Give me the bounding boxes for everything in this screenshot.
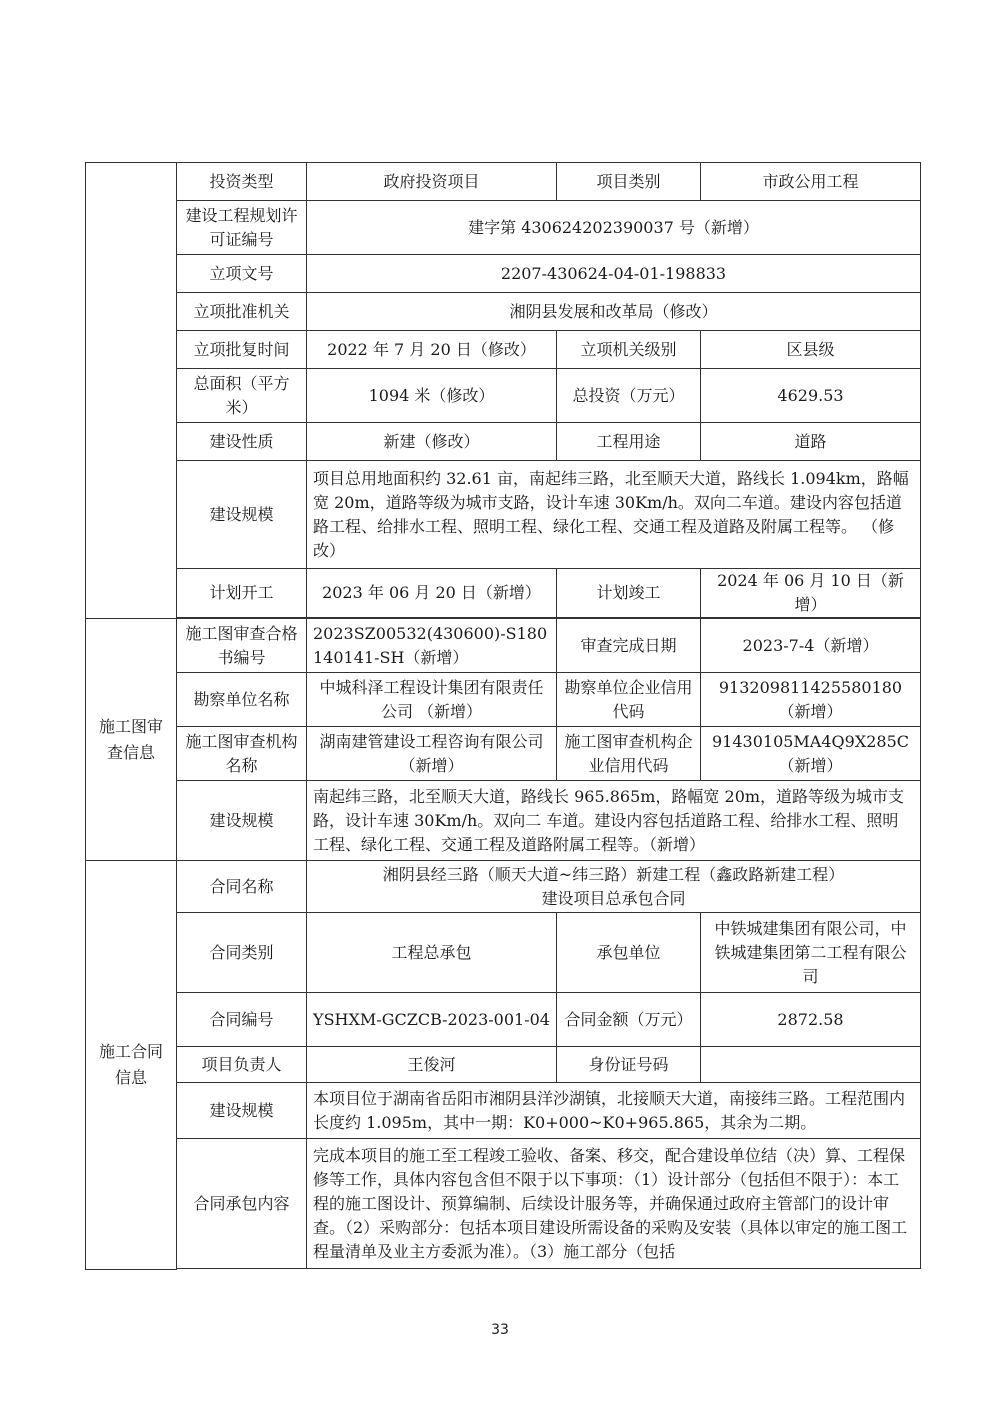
approval-doc-value: 2207-430624-04-01-198833 [307, 255, 921, 293]
approval-date-value: 2022 年 7 月 20 日（修改） [307, 331, 557, 369]
review-org-label: 施工图审查机构名称 [177, 727, 307, 781]
approval-org-value: 湘阴县发展和改革局（修改） [307, 293, 921, 331]
contract-name-line2: 建设项目总承包合同 [541, 888, 686, 908]
approval-level-value: 区县级 [701, 331, 921, 369]
contract-name-label: 合同名称 [177, 861, 307, 913]
finish-value: 2024 年 06 月 10 日（新增） [701, 569, 921, 618]
contract-type-value: 工程总承包 [307, 913, 557, 993]
invest-type-label: 投资类型 [177, 163, 307, 201]
review-scale-label: 建设规模 [177, 781, 307, 861]
category-label: 项目类别 [557, 163, 701, 201]
contractor-label: 承包单位 [557, 913, 701, 993]
section-contract: 施工合同信息 [86, 861, 177, 1270]
permit-label: 建设工程规划许可证编号 [177, 201, 307, 255]
contractor-value: 中铁城建集团有限公司，中铁城建集团第二工程有限公司 [701, 913, 921, 993]
contract-name-line1: 湘阴县经三路（顺天大道~纬三路）新建工程（鑫政路新建工程） [382, 864, 845, 884]
nature-label: 建设性质 [177, 423, 307, 461]
contract-no-label: 合同编号 [177, 993, 307, 1047]
usage-value: 道路 [701, 423, 921, 461]
section-review: 施工图审查信息 [86, 619, 177, 861]
review-org-code-value: 91430105MA4Q9X285C（新增） [701, 727, 921, 781]
contract-amount-label: 合同金额（万元） [557, 993, 701, 1047]
contract-scale-label: 建设规模 [177, 1083, 307, 1139]
done-label: 审查完成日期 [557, 619, 701, 673]
survey-label: 勘察单位名称 [177, 673, 307, 727]
permit-value: 建字第 430624202390037 号（新增） [307, 201, 921, 255]
id-value [701, 1047, 921, 1083]
approval-doc-label: 立项文号 [177, 255, 307, 293]
manager-value: 王俊河 [307, 1047, 557, 1083]
page-number: 33 [491, 1322, 509, 1338]
survey-value: 中城科泽工程设计集团有限责任公司 （新增） [307, 673, 557, 727]
contract-scale-value: 本项目位于湖南省岳阳市湘阴县洋沙湖镇，北接顺天大道，南接纬三路。工程范围内长度约 1.095m，其中一期：K0+000~K0+965.865，其余为二期。 [307, 1083, 921, 1139]
scale-label: 建设规模 [177, 461, 307, 569]
usage-label: 工程用途 [557, 423, 701, 461]
contract-type-label: 合同类别 [177, 913, 307, 993]
manager-label: 项目负责人 [177, 1047, 307, 1083]
survey-code-value: 913209811425580180（新增） [701, 673, 921, 727]
start-value: 2023 年 06 月 20 日（新增） [307, 569, 557, 618]
area-value: 1094 米（修改） [307, 369, 557, 423]
area-label: 总面积（平方米） [177, 369, 307, 423]
contract-amount-value: 2872.58 [701, 993, 921, 1047]
cert-label: 施工图审查合格书编号 [177, 619, 307, 673]
finish-label: 计划竣工 [557, 569, 701, 618]
done-value: 2023-7-4（新增） [701, 619, 921, 673]
id-label: 身份证号码 [557, 1047, 701, 1083]
approval-level-label: 立项机关级别 [557, 331, 701, 369]
approval-date-label: 立项批复时间 [177, 331, 307, 369]
category-value: 市政公用工程 [701, 163, 921, 201]
contract-content-value: 完成本项目的施工至工程竣工验收、备案、移交，配合建设单位结（决）算、工程保修等工作，具体内容包含但不限于以下事项：（1）设计部分（包括但不限于）：本工程的施工图设计、预算编制、后续设计服务等，并确保通过政府主管部门的设计审查。（2）采购部分：包括本项目建设所需设备的采购及安装（具体以审定的施工图工程量清单及业主方委派为准）。（3）施工部分（包括 [307, 1139, 921, 1269]
invest-type-value: 政府投资项目 [307, 163, 557, 201]
survey-code-label: 勘察单位企业信用代码 [557, 673, 701, 727]
review-scale-value: 南起纬三路，北至顺天大道，路线长 965.865m，路幅宽 20m，道路等级为城市支路，设计车速 30Km/h。双向二 车道。建设内容包括道路工程、给排水工程、照明工程、绿化工程、交通工程及道路附属工程等。（新增） [307, 781, 921, 861]
section-cell-project [86, 163, 177, 619]
contract-content-label: 合同承包内容 [177, 1139, 307, 1269]
contract-no-value: YSHXM-GCZCB-2023-001-04 [307, 993, 557, 1047]
scale-value: 项目总用地面积约 32.61 亩，南起纬三路，北至顺天大道，路线长 1.094km，路幅宽 20m，道路等级为城市支路，设计车速 30Km/h。双向二车道。建设内容包括道路工程、给排水工程、照明工程、绿化工程、交通工程及道路及附属工程等。 （修改） [307, 461, 921, 569]
review-org-code-label: 施工图审查机构企业信用代码 [557, 727, 701, 781]
invest-value: 4629.53 [701, 369, 921, 423]
invest-label: 总投资（万元） [557, 369, 701, 423]
review-org-value: 湖南建管建设工程咨询有限公司（新增） [307, 727, 557, 781]
cert-value: 2023SZ00532(430600)-S180140141-SH（新增） [307, 619, 557, 673]
project-info-table [85, 162, 921, 1270]
start-label: 计划开工 [177, 569, 307, 618]
nature-value: 新建（修改） [307, 423, 557, 461]
approval-org-label: 立项批准机关 [177, 293, 307, 331]
contract-name-value [307, 861, 921, 913]
